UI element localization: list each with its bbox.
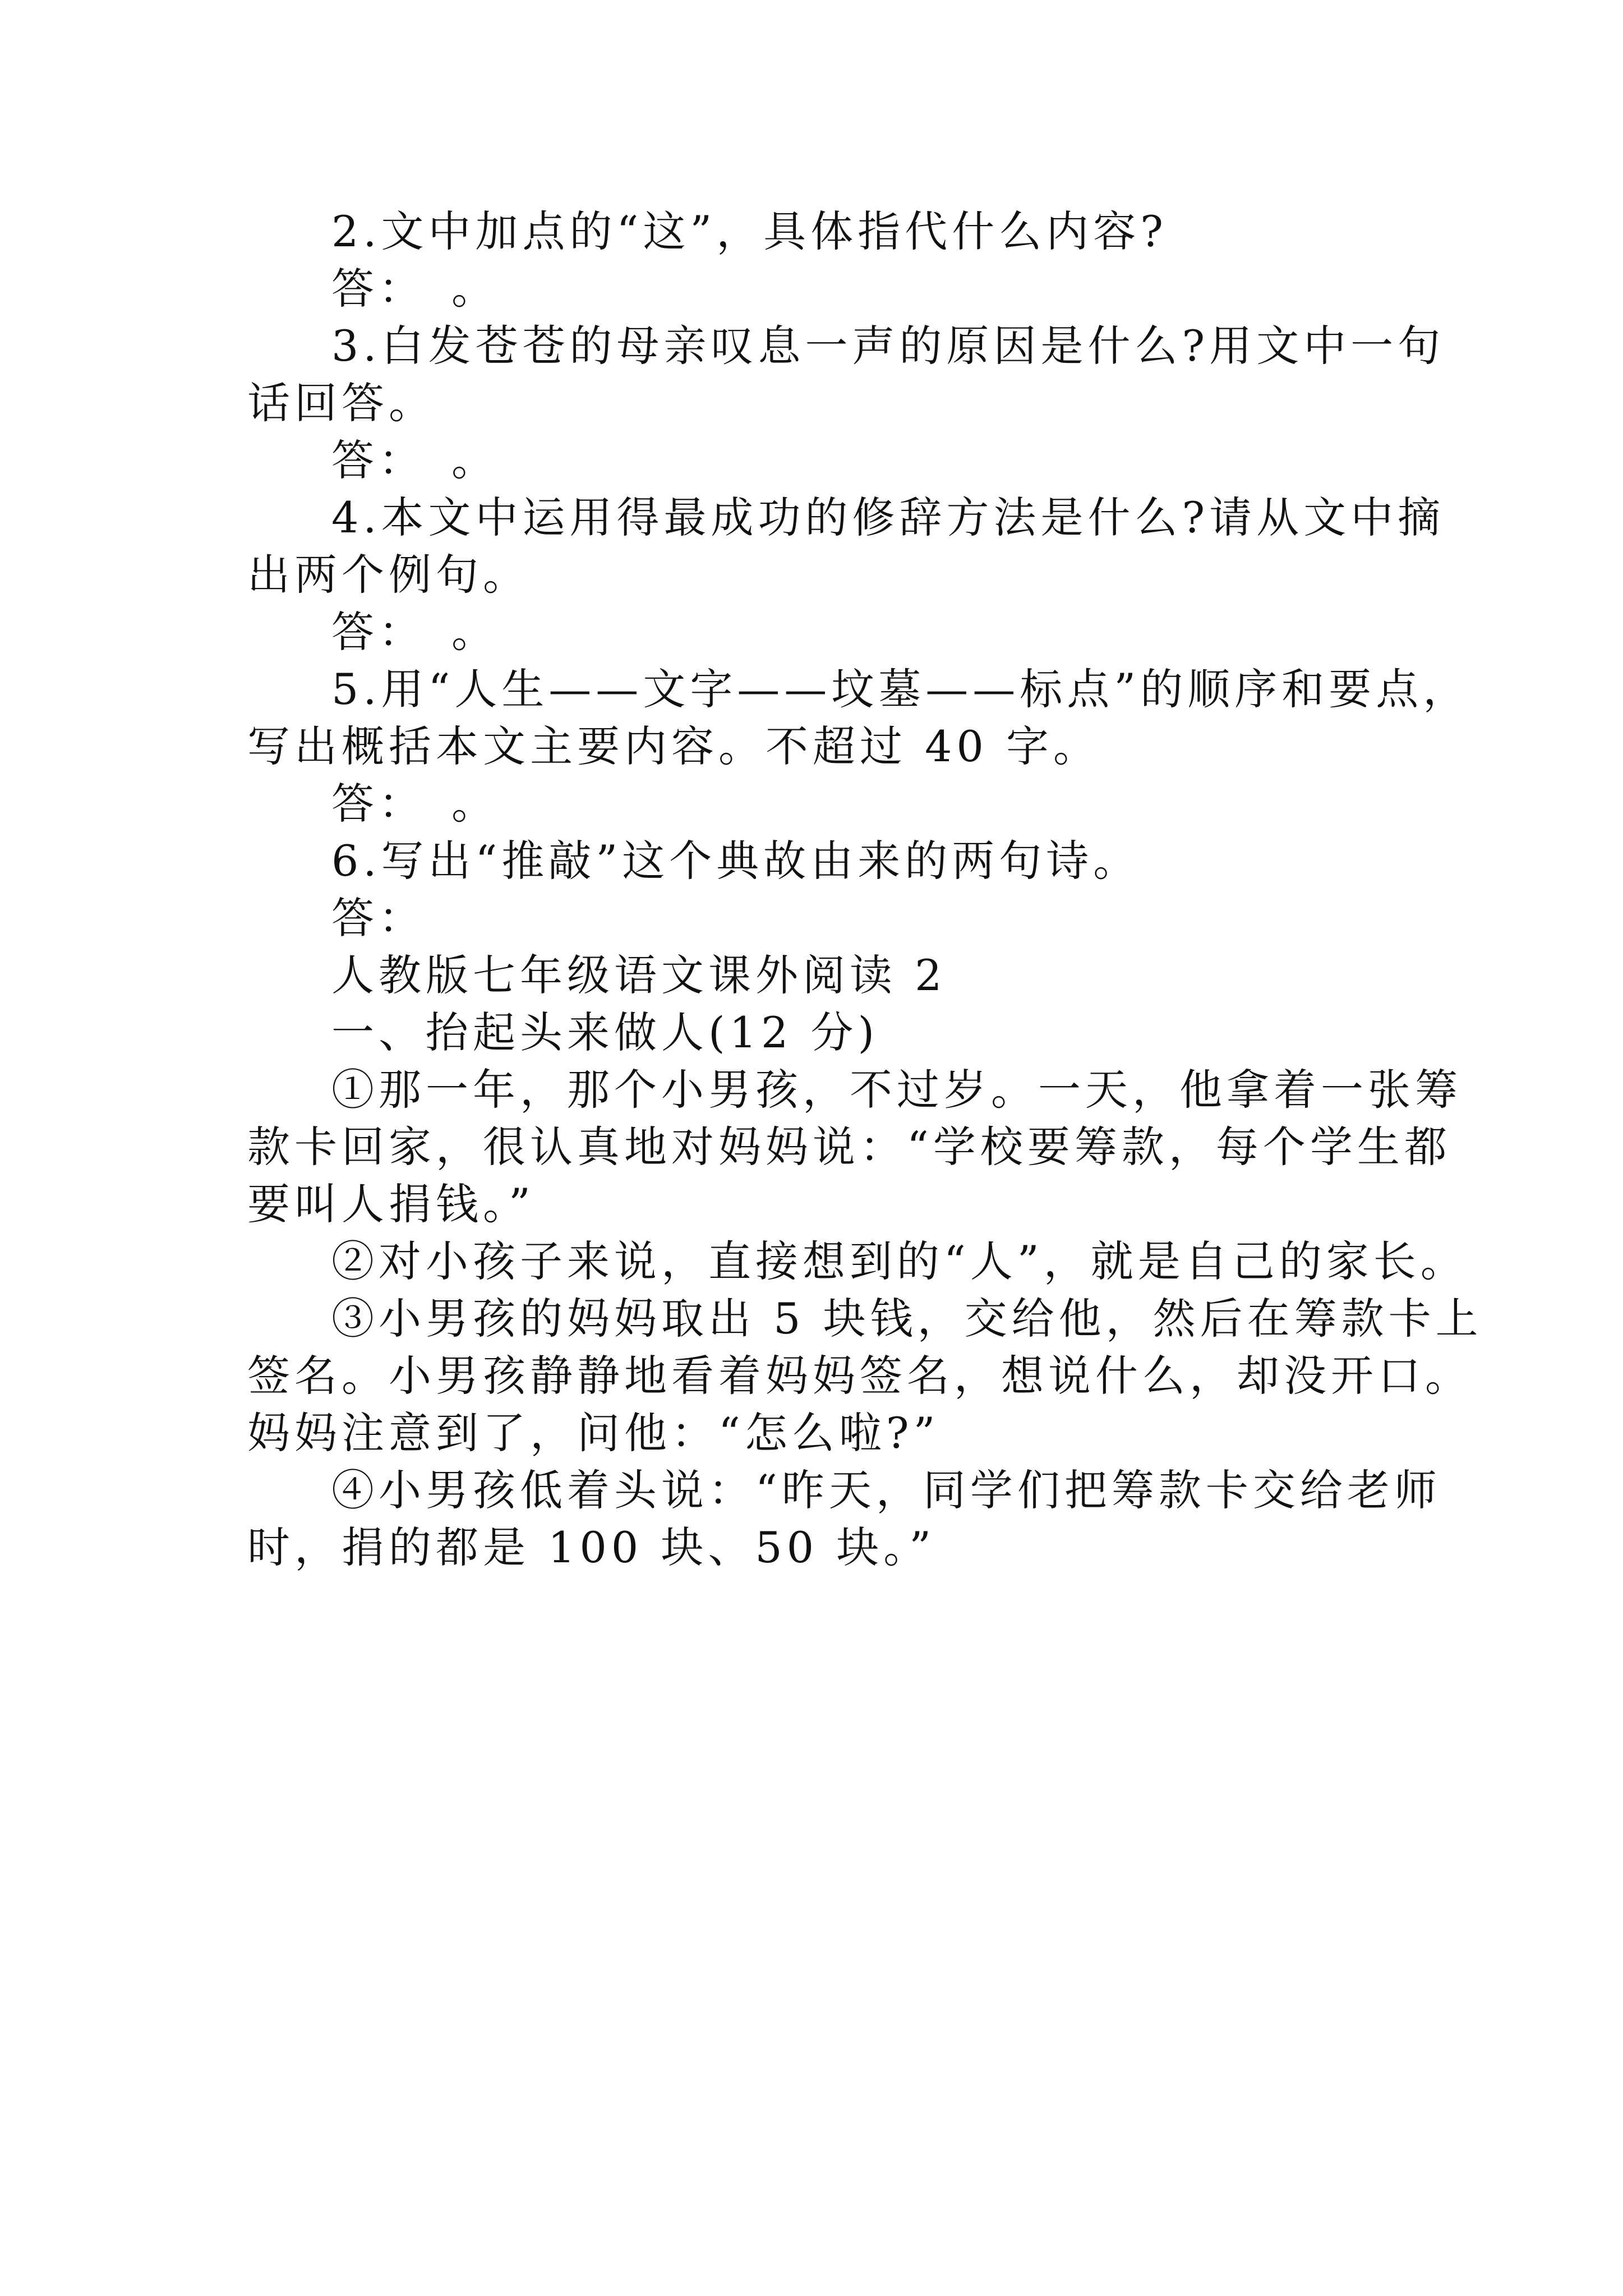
answer-6: 答： <box>331 893 426 943</box>
question-2: 2.文中加点的“这”，具体指代什么内容? <box>331 206 1168 256</box>
paragraph-3-line-1: ③小男孩的妈妈取出 5 块钱，交给他，然后在筹款卡上 <box>331 1294 1483 1343</box>
paragraph-1-line-2: 款卡回家，很认真地对妈妈说：“学校要筹款，每个学生都 <box>247 1122 1451 1172</box>
question-4-line-1: 4.本文中运用得最成功的修辞方法是什么?请从文中摘 <box>331 493 1445 542</box>
paragraph-4-line-1: ④小男孩低着头说：“昨天，同学们把筹款卡交给老师 <box>331 1465 1441 1515</box>
document-body <box>247 203 1483 1576</box>
question-5-line-1: 5.用“人生——文字——坟墓——标点”的顺序和要点， <box>331 664 1470 714</box>
article-heading: 一、抬起头来做人(12 分) <box>331 1007 879 1057</box>
paragraph-2: ②对小孩子来说，直接想到的“人”，就是自己的家长。 <box>331 1236 1468 1286</box>
section-title: 人教版七年级语文课外阅读 2 <box>331 950 947 1000</box>
question-5-line-2: 写出概括本文主要内容。不超过 40 字。 <box>247 721 1101 771</box>
paragraph-3-line-3: 妈妈注意到了，问他：“怎么啦?” <box>247 1408 940 1458</box>
paragraph-4-line-2: 时，捐的都是 100 块、50 块。” <box>247 1522 936 1572</box>
question-3-line-1: 3.白发苍苍的母亲叹息一声的原因是什么?用文中一句 <box>331 321 1445 371</box>
paragraph-3-line-2: 签名。小男孩静静地看着妈妈签名，想说什么，却没开口。 <box>247 1351 1472 1401</box>
question-6: 6.写出“推敲”这个典故由来的两句诗。 <box>331 836 1141 886</box>
paragraph-1-line-1: ①那一年，那个小男孩，不过岁。一天，他拿着一张筹 <box>331 1065 1462 1115</box>
question-3-line-2: 话回答。 <box>247 378 436 428</box>
answer-2: 答： 。 <box>331 264 499 314</box>
answer-4: 答： 。 <box>331 607 499 657</box>
answer-5: 答： 。 <box>331 779 499 829</box>
question-4-line-2: 出两个例句。 <box>247 550 530 600</box>
paragraph-1-line-3: 要叫人捐钱。” <box>247 1179 535 1229</box>
answer-3: 答： 。 <box>331 435 499 485</box>
